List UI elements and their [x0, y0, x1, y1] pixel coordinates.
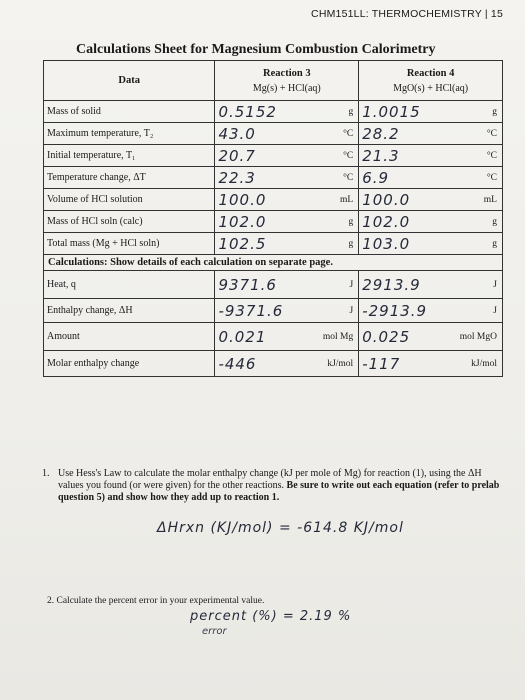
r3-unit: mL — [340, 194, 354, 205]
r4-unit: °C — [486, 150, 497, 161]
r3-cell — [215, 351, 359, 377]
table-row — [44, 211, 503, 233]
r3-unit: °C — [343, 172, 354, 183]
col-header-reaction3 — [215, 61, 359, 101]
r4-cell — [359, 101, 503, 123]
r3-unit: J — [349, 279, 354, 290]
r4-unit: g — [492, 238, 497, 249]
col-header-data: Data — [44, 61, 215, 101]
r3-unit: g — [348, 238, 354, 249]
reaction4-equation: MgO(s) + HCl(aq) — [393, 82, 469, 94]
r3-value: 20.7 — [218, 146, 256, 165]
reaction4-title: Reaction 4 — [406, 67, 455, 79]
r3-cell — [215, 123, 359, 145]
question-1-text-a: Use Hess's Law to calculate the molar enthalpy change (kJ per mole of Mg) for reaction (1), using the ΔH values you found (or were given) for the other reactions. — [58, 468, 482, 491]
table-row — [44, 271, 503, 299]
r3-value: 43.0 — [218, 124, 256, 143]
col-header-reaction4 — [359, 61, 503, 101]
reaction3-title: Reaction 3 — [263, 67, 311, 79]
r3-value: 0.5152 — [218, 102, 277, 121]
table-row — [44, 123, 503, 145]
r3-cell — [215, 167, 359, 189]
r3-cell — [215, 189, 359, 211]
r3-value: -446 — [218, 354, 257, 373]
r3-cell — [215, 299, 359, 323]
row-label: Volume of HCl solution — [44, 189, 215, 211]
r4-cell — [359, 233, 503, 255]
r3-value: 22.3 — [218, 168, 256, 187]
row-label: Total mass (Mg + HCl soln) — [44, 233, 215, 255]
table-row — [44, 145, 503, 167]
r4-cell — [359, 299, 503, 323]
r3-unit: mol Mg — [322, 331, 354, 342]
r4-cell — [359, 189, 503, 211]
r3-unit: °C — [343, 150, 354, 161]
row-label: Molar enthalpy change — [44, 351, 215, 377]
r4-value: 6.9 — [362, 168, 390, 187]
r4-unit: °C — [486, 172, 497, 183]
r3-cell — [215, 211, 359, 233]
question-1-text — [58, 468, 502, 504]
r4-cell — [359, 271, 503, 299]
r4-unit: g — [492, 106, 497, 117]
row-label: Temperature change, ΔT — [44, 167, 215, 189]
r4-value: 21.3 — [362, 146, 400, 165]
table-row — [44, 233, 503, 255]
row-label: Heat, q — [44, 271, 215, 299]
table-row — [44, 351, 503, 377]
r3-unit: g — [348, 106, 354, 117]
r4-unit: J — [493, 305, 497, 316]
reaction3-equation: Mg(s) + HCl(aq) — [252, 82, 321, 94]
r4-cell — [359, 145, 503, 167]
r3-unit: kJ/mol — [327, 358, 354, 369]
r4-value: 0.025 — [362, 327, 411, 346]
r4-unit: °C — [486, 128, 497, 139]
r3-unit: °C — [343, 128, 354, 139]
table-row — [44, 167, 503, 189]
row-label: Mass of solid — [44, 101, 215, 123]
r3-unit: J — [349, 305, 354, 316]
question-2-answer-word: error — [202, 626, 227, 637]
question-1-answer: ΔHrxn (KJ/mol) = -614.8 KJ/mol — [157, 520, 404, 536]
row-label: Maximum temperature, T₂ — [44, 123, 215, 145]
r4-unit: kJ/mol — [471, 358, 497, 369]
r3-cell — [215, 101, 359, 123]
page-title: Calculations Sheet for Magnesium Combustion Calorimetry — [76, 42, 436, 57]
r3-cell — [215, 323, 359, 351]
r3-cell — [215, 145, 359, 167]
r4-value: 2913.9 — [362, 275, 421, 294]
r4-value: 102.0 — [362, 212, 411, 231]
r3-cell — [215, 271, 359, 299]
r3-value: 0.021 — [218, 327, 267, 346]
question-2: 2. Calculate the percent error in your experimental value. — [47, 596, 265, 606]
question-1-text-b: Be sure to write out each equation (refer to prelab question 5) and show how they add up to reaction 1. — [58, 480, 500, 503]
r3-value: 9371.6 — [218, 275, 277, 294]
table-row — [44, 189, 503, 211]
r4-cell — [359, 211, 503, 233]
data-table — [43, 60, 503, 377]
r3-cell — [215, 233, 359, 255]
course-header: CHM151LL: THERMOCHEMISTRY | 15 — [311, 8, 503, 20]
r4-cell — [359, 167, 503, 189]
question-2-answer: percent (%) = 2.19 % — [190, 609, 352, 624]
r3-value: 102.0 — [218, 212, 267, 231]
r4-unit: J — [493, 279, 497, 290]
table-row — [44, 101, 503, 123]
r4-cell — [359, 323, 503, 351]
r4-value: 28.2 — [362, 124, 400, 143]
table-header-row — [44, 61, 503, 101]
r4-value: 100.0 — [362, 190, 411, 209]
calculations-note-row — [44, 255, 503, 271]
row-label: Amount — [44, 323, 215, 351]
r4-unit: g — [492, 216, 497, 227]
question-1 — [42, 468, 502, 504]
calculations-note: Calculations: Show details of each calculation on separate page. — [44, 255, 503, 271]
r4-value: -117 — [362, 354, 401, 373]
r3-value: 100.0 — [218, 190, 267, 209]
r4-value: 103.0 — [362, 234, 411, 253]
row-label: Initial temperature, T₁ — [44, 145, 215, 167]
row-label: Mass of HCl soln (calc) — [44, 211, 215, 233]
r4-value: -2913.9 — [362, 301, 428, 320]
table-row — [44, 323, 503, 351]
r4-value: 1.0015 — [362, 102, 421, 121]
r3-value: -9371.6 — [218, 301, 284, 320]
row-label: Enthalpy change, ΔH — [44, 299, 215, 323]
r4-cell — [359, 123, 503, 145]
r4-cell — [359, 351, 503, 377]
r4-unit: mL — [483, 194, 497, 205]
question-1-number: 1. — [42, 468, 50, 479]
table-row — [44, 299, 503, 323]
r3-unit: g — [348, 216, 354, 227]
r4-unit: mol MgO — [459, 331, 497, 342]
r3-value: 102.5 — [218, 234, 267, 253]
